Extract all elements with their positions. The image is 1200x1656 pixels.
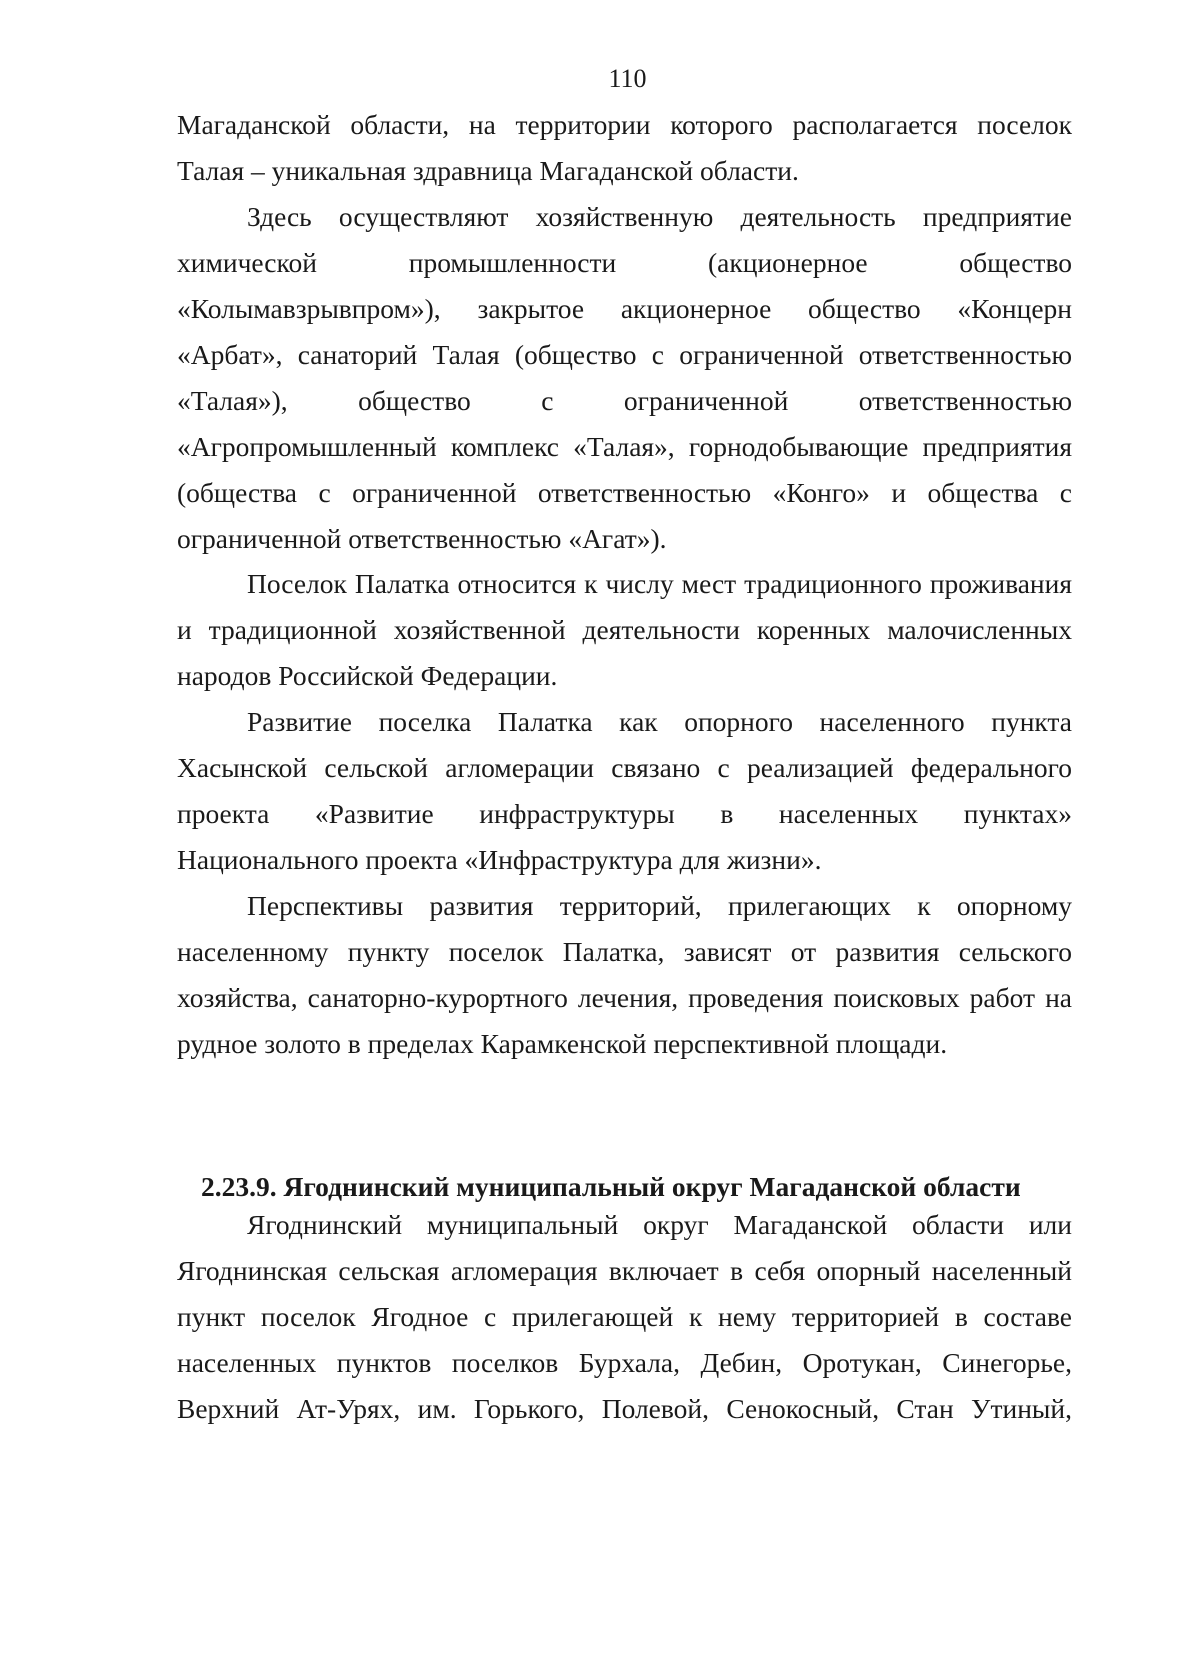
text-line: Поселок Палатка относится к числу мест традиционного проживания [247,568,1072,599]
text-line: «Арбат», санаторий Талая (общество с ограниченной ответственностью [177,339,1072,370]
text-line: народов Российской Федерации. [177,660,558,691]
text-line: проекта «Развитие инфраструктуры в населенных пунктах» [177,798,1072,829]
text-line: (общества с ограниченной ответственностью «Конго» и общества с [177,477,1072,508]
text-line: и традиционной хозяйственной деятельности коренных малочисленных [177,614,1072,645]
text-line: населенному пункту поселок Палатка, зависят от развития сельского [177,936,1072,967]
text-line: химической промышленности (акционерное общество [177,247,1072,278]
text-line: Развитие поселка Палатка как опорного населенного пункта [247,706,1072,737]
text-line: Ягоднинский муниципальный округ Магаданской области или [247,1209,1072,1240]
text-line: ограниченной ответственностью «Агат»). [177,523,667,554]
text-line: рудное золото в пределах Карамкенской перспективной площади. [177,1028,948,1059]
text-line: «Талая»), общество с ограниченной ответственностью [177,385,1072,416]
text-line: «Колымавзрывпром»), закрытое акционерное общество «Концерн [177,293,1072,324]
text-line: Талая – уникальная здравница Магаданской области. [177,155,799,186]
text-line: населенных пунктов поселков Бурхала, Дебин, Оротукан, Синегорье, [177,1347,1072,1378]
text-line: Верхний Ат-Урях, им. Горького, Полевой, Сенокосный, Стан Утиный, [177,1393,1072,1424]
text-line: Хасынской сельской агломерации связано с реализацией федерального [177,752,1072,783]
text-line: пункт поселок Ягодное с прилегающей к нему территорией в составе [177,1301,1072,1332]
text-line: хозяйства, санаторно-курортного лечения, проведения поисковых работ на [177,982,1072,1013]
text-line: Здесь осуществляют хозяйственную деятельность предприятие [247,201,1072,232]
section-heading: 2.23.9. Ягоднинский муниципальный округ Магаданской области [201,1171,1021,1202]
text-line: Перспективы развития территорий, прилегающих к опорному [247,890,1072,921]
page-number: 110 [608,64,647,93]
text-line: Национального проекта «Инфраструктура для жизни». [177,844,822,875]
text-line: «Агропромышленный комплекс «Талая», горнодобывающие предприятия [177,431,1072,462]
text-line: Магаданской области, на территории которого располагается поселок [177,109,1072,140]
text-line: Ягоднинская сельская агломерация включает в себя опорный населенный [177,1255,1072,1286]
